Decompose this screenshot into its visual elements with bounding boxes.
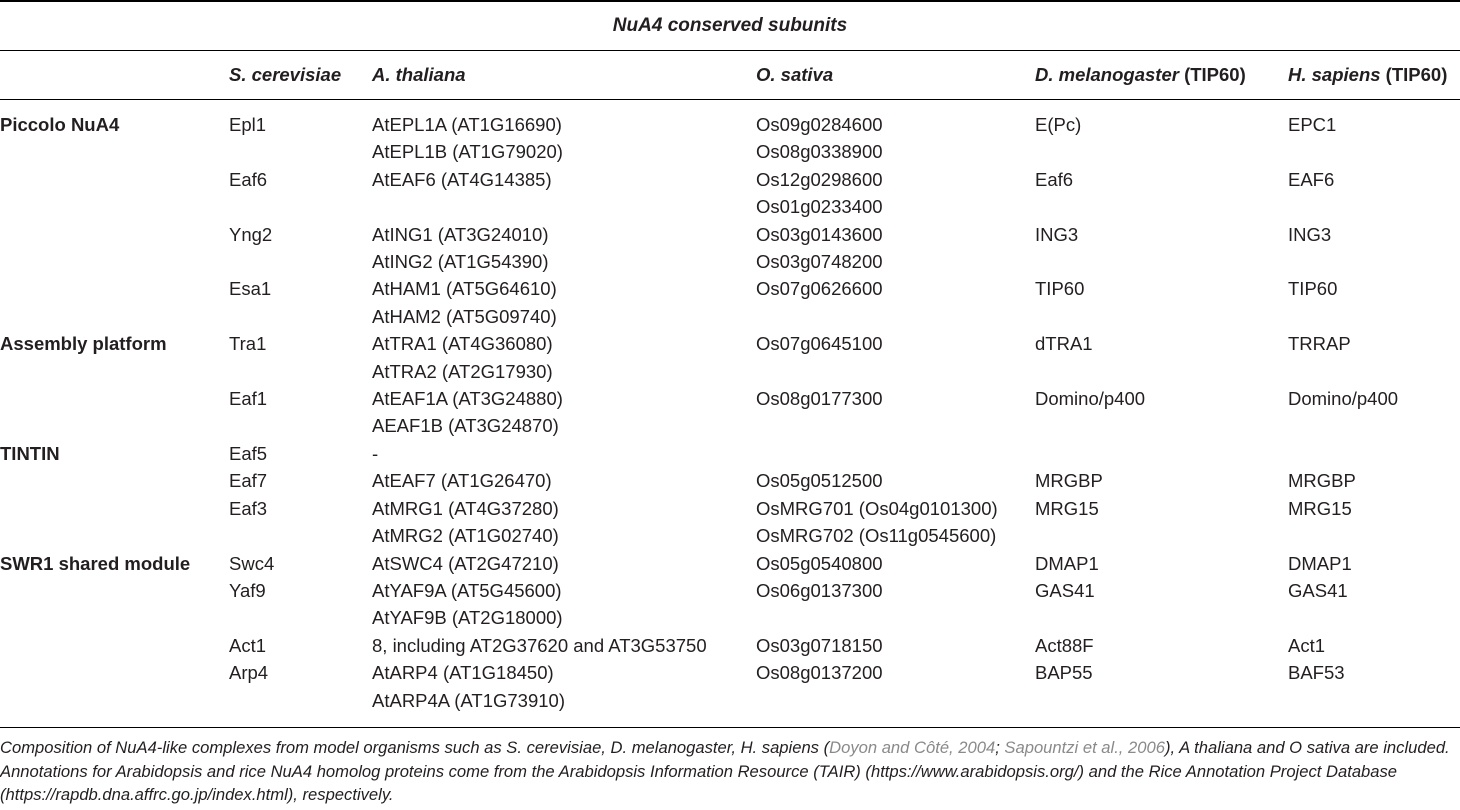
h-sapiens-cell: GAS41 xyxy=(1288,579,1348,601)
o-sativa-cell: Os01g0233400 xyxy=(756,196,883,218)
s-cerevisiae-cell xyxy=(229,138,372,165)
table-row xyxy=(0,659,1460,686)
a-thaliana-cell: AtEAF1A (AT3G24880) xyxy=(372,388,563,410)
group-cell: Assembly platform xyxy=(0,333,167,355)
d-melanogaster-cell: GAS41 xyxy=(1035,579,1095,601)
d-melanogaster-cell xyxy=(1035,193,1288,220)
o-sativa-cell: Os08g0338900 xyxy=(756,141,883,163)
s-cerevisiae-cell xyxy=(229,358,372,385)
group-cell xyxy=(0,358,229,385)
table-row xyxy=(0,303,1460,330)
group-cell xyxy=(0,632,229,659)
h-sapiens-cell: ING3 xyxy=(1288,223,1332,245)
d-melanogaster-cell: Act88F xyxy=(1035,634,1094,656)
h-sapiens-cell: EAF6 xyxy=(1288,168,1335,190)
o-sativa-cell xyxy=(756,604,1035,631)
o-sativa-cell: Os03g0143600 xyxy=(756,223,883,245)
group-cell xyxy=(0,467,229,494)
bottom-rule xyxy=(0,727,1460,728)
o-sativa-cell xyxy=(756,303,1035,330)
group-cell xyxy=(0,687,229,714)
s-cerevisiae-cell xyxy=(229,522,372,549)
table-row xyxy=(0,385,1460,412)
s-cerevisiae-cell: Yaf9 xyxy=(229,579,266,601)
table-row xyxy=(0,166,1460,193)
a-thaliana-cell: AtARP4A (AT1G73910) xyxy=(372,689,565,711)
header-o-sativa: O. sativa xyxy=(756,64,834,85)
group-cell xyxy=(0,275,229,302)
d-melanogaster-cell: Domino/p400 xyxy=(1035,388,1146,410)
d-melanogaster-cell: MRGBP xyxy=(1035,470,1103,492)
table-caption xyxy=(0,736,1460,807)
h-sapiens-cell xyxy=(1288,522,1460,549)
group-cell xyxy=(0,659,229,686)
a-thaliana-cell: AtYAF9A (AT5G45600) xyxy=(372,579,562,601)
d-melanogaster-cell xyxy=(1035,138,1288,165)
s-cerevisiae-cell: Eaf3 xyxy=(229,497,268,519)
group-cell xyxy=(0,495,229,522)
s-cerevisiae-cell xyxy=(229,303,372,330)
o-sativa-cell: Os07g0626600 xyxy=(756,278,883,300)
h-sapiens-cell: TIP60 xyxy=(1288,278,1338,300)
table-row xyxy=(0,577,1460,604)
group-cell xyxy=(0,193,229,220)
a-thaliana-cell: AtING1 (AT3G24010) xyxy=(372,223,549,245)
s-cerevisiae-cell: Yng2 xyxy=(229,223,273,245)
title-rule xyxy=(0,50,1460,51)
a-thaliana-cell: AtEAF6 (AT4G14385) xyxy=(372,168,552,190)
subunit-table-body xyxy=(0,111,1460,714)
caption-text-1: Composition of NuA4-like complexes from model organisms such as S. cerevisiae, D. melanogaster, H. sapiens ( xyxy=(0,738,830,757)
a-thaliana-cell: AtEAF7 (AT1G26470) xyxy=(372,470,552,492)
group-cell xyxy=(0,221,229,248)
table-row xyxy=(0,358,1460,385)
h-sapiens-cell xyxy=(1288,604,1460,631)
table-row xyxy=(0,440,1460,467)
d-melanogaster-cell: E(Pc) xyxy=(1035,114,1082,135)
d-melanogaster-cell xyxy=(1035,412,1288,439)
group-cell xyxy=(0,522,229,549)
header-s-cerevisiae: S. cerevisiae xyxy=(229,64,342,85)
h-sapiens-cell: DMAP1 xyxy=(1288,552,1352,574)
s-cerevisiae-cell xyxy=(229,248,372,275)
caption-separator: ; xyxy=(995,738,1005,757)
table-row xyxy=(0,467,1460,494)
s-cerevisiae-cell xyxy=(229,687,372,714)
a-thaliana-cell: AtHAM2 (AT5G09740) xyxy=(372,305,557,327)
s-cerevisiae-cell xyxy=(229,604,372,631)
a-thaliana-cell: AtSWC4 (AT2G47210) xyxy=(372,552,559,574)
table-row xyxy=(0,632,1460,659)
caption-text-2: ), A thaliana and O sativa are included. Annotations for Arabidopsis and rice NuA4 homolog proteins come from the Arabidopsis Information Resource (TAIR) (https://www.arabidopsis.org/) and the Rice Annotation Project Database (https://rapdb.dna.affrc.go.jp/index.html), respectively. xyxy=(0,738,1450,804)
d-melanogaster-cell: DMAP1 xyxy=(1035,552,1099,574)
o-sativa-cell: Os08g0177300 xyxy=(756,388,883,410)
d-melanogaster-cell xyxy=(1035,687,1288,714)
caption-reference-link[interactable]: Doyon and Côté, 2004 xyxy=(829,738,996,757)
table-row xyxy=(0,138,1460,165)
o-sativa-cell: Os03g0748200 xyxy=(756,251,883,273)
h-sapiens-cell: EPC1 xyxy=(1288,114,1337,135)
h-sapiens-cell: BAF53 xyxy=(1288,662,1345,684)
table-row xyxy=(0,221,1460,248)
table-row xyxy=(0,687,1460,714)
o-sativa-cell xyxy=(756,440,1035,467)
h-sapiens-cell xyxy=(1288,440,1460,467)
d-melanogaster-cell xyxy=(1035,248,1288,275)
group-cell: Piccolo NuA4 xyxy=(0,114,120,135)
h-sapiens-cell xyxy=(1288,193,1460,220)
o-sativa-cell: Os05g0512500 xyxy=(756,470,883,492)
group-cell xyxy=(0,604,229,631)
d-melanogaster-cell xyxy=(1035,604,1288,631)
o-sativa-cell: Os09g0284600 xyxy=(756,114,883,135)
d-melanogaster-cell xyxy=(1035,358,1288,385)
d-melanogaster-cell xyxy=(1035,522,1288,549)
o-sativa-cell: Os05g0540800 xyxy=(756,552,883,574)
h-sapiens-cell xyxy=(1288,687,1460,714)
o-sativa-cell: OsMRG702 (Os11g0545600) xyxy=(756,525,997,547)
s-cerevisiae-cell: Epl1 xyxy=(229,114,267,135)
h-sapiens-cell: TRRAP xyxy=(1288,333,1351,355)
a-thaliana-cell: AtMRG2 (AT1G02740) xyxy=(372,525,559,547)
h-sapiens-cell: MRG15 xyxy=(1288,497,1352,519)
h-sapiens-cell: Act1 xyxy=(1288,634,1326,656)
table-row xyxy=(0,412,1460,439)
group-cell xyxy=(0,385,229,412)
table-title: NuA4 conserved subunits xyxy=(612,15,848,36)
o-sativa-cell: Os03g0718150 xyxy=(756,634,883,656)
h-sapiens-cell: MRGBP xyxy=(1288,470,1356,492)
group-cell: SWR1 shared module xyxy=(0,552,191,574)
group-cell xyxy=(0,138,229,165)
d-melanogaster-cell: TIP60 xyxy=(1035,278,1085,300)
d-melanogaster-cell: MRG15 xyxy=(1035,497,1099,519)
s-cerevisiae-cell: Eaf1 xyxy=(229,388,268,410)
a-thaliana-cell: AtYAF9B (AT2G18000) xyxy=(372,607,563,629)
d-melanogaster-cell: Eaf6 xyxy=(1035,168,1074,190)
caption-reference-link[interactable]: Sapountzi et al., 2006 xyxy=(1004,738,1165,757)
table-row xyxy=(0,330,1460,357)
s-cerevisiae-cell: Swc4 xyxy=(229,552,275,574)
s-cerevisiae-cell xyxy=(229,193,372,220)
table-row xyxy=(0,275,1460,302)
s-cerevisiae-cell: Eaf7 xyxy=(229,470,268,492)
h-sapiens-cell xyxy=(1288,303,1460,330)
a-thaliana-cell: AtEPL1B (AT1G79020) xyxy=(372,141,563,163)
a-thaliana-cell: AtMRG1 (AT4G37280) xyxy=(372,497,559,519)
a-thaliana-cell: AEAF1B (AT3G24870) xyxy=(372,415,559,437)
h-sapiens-cell xyxy=(1288,412,1460,439)
o-sativa-cell xyxy=(756,358,1035,385)
table-row xyxy=(0,111,1460,138)
o-sativa-cell xyxy=(756,687,1035,714)
header-rule xyxy=(0,99,1460,100)
d-melanogaster-cell: BAP55 xyxy=(1035,662,1093,684)
table-row xyxy=(0,193,1460,220)
d-melanogaster-cell xyxy=(1035,440,1288,467)
header-d-melanogaster: D. melanogaster (TIP60) xyxy=(1035,64,1246,85)
s-cerevisiae-cell xyxy=(229,412,372,439)
h-sapiens-cell: Domino/p400 xyxy=(1288,388,1399,410)
a-thaliana-cell: AtTRA1 (AT4G36080) xyxy=(372,333,553,355)
group-cell xyxy=(0,577,229,604)
s-cerevisiae-cell: Tra1 xyxy=(229,333,267,355)
a-thaliana-cell: AtHAM1 (AT5G64610) xyxy=(372,278,557,300)
group-cell xyxy=(0,412,229,439)
o-sativa-cell xyxy=(756,412,1035,439)
o-sativa-cell: OsMRG701 (Os04g0101300) xyxy=(756,497,998,519)
s-cerevisiae-cell: Act1 xyxy=(229,634,267,656)
h-sapiens-cell xyxy=(1288,138,1460,165)
a-thaliana-cell: AtEPL1A (AT1G16690) xyxy=(372,114,562,135)
o-sativa-cell: Os08g0137200 xyxy=(756,662,883,684)
o-sativa-cell: Os12g0298600 xyxy=(756,168,883,190)
table-row xyxy=(0,248,1460,275)
a-thaliana-cell: 8, including AT2G37620 and AT3G53750 xyxy=(372,634,707,656)
group-cell xyxy=(0,303,229,330)
header-h-sapiens: H. sapiens (TIP60) xyxy=(1288,64,1448,85)
group-cell xyxy=(0,166,229,193)
a-thaliana-cell: AtTRA2 (AT2G17930) xyxy=(372,360,553,382)
table-row xyxy=(0,495,1460,522)
s-cerevisiae-cell: Esa1 xyxy=(229,278,272,300)
s-cerevisiae-cell: Eaf6 xyxy=(229,168,268,190)
table-row xyxy=(0,522,1460,549)
top-rule xyxy=(0,0,1460,2)
o-sativa-cell: Os06g0137300 xyxy=(756,579,883,601)
d-melanogaster-cell: dTRA1 xyxy=(1035,333,1093,355)
d-melanogaster-cell xyxy=(1035,303,1288,330)
h-sapiens-cell xyxy=(1288,248,1460,275)
a-thaliana-cell xyxy=(372,193,756,220)
h-sapiens-cell xyxy=(1288,358,1460,385)
a-thaliana-cell: - xyxy=(372,442,379,464)
group-cell xyxy=(0,248,229,275)
d-melanogaster-cell: ING3 xyxy=(1035,223,1079,245)
a-thaliana-cell: AtING2 (AT1G54390) xyxy=(372,251,549,273)
subunit-table xyxy=(0,111,1460,714)
o-sativa-cell: Os07g0645100 xyxy=(756,333,883,355)
group-cell: TINTIN xyxy=(0,442,60,464)
table-row xyxy=(0,604,1460,631)
s-cerevisiae-cell: Arp4 xyxy=(229,662,269,684)
a-thaliana-cell: AtARP4 (AT1G18450) xyxy=(372,662,554,684)
header-a-thaliana: A. thaliana xyxy=(372,64,466,85)
table-row xyxy=(0,550,1460,577)
s-cerevisiae-cell: Eaf5 xyxy=(229,442,268,464)
